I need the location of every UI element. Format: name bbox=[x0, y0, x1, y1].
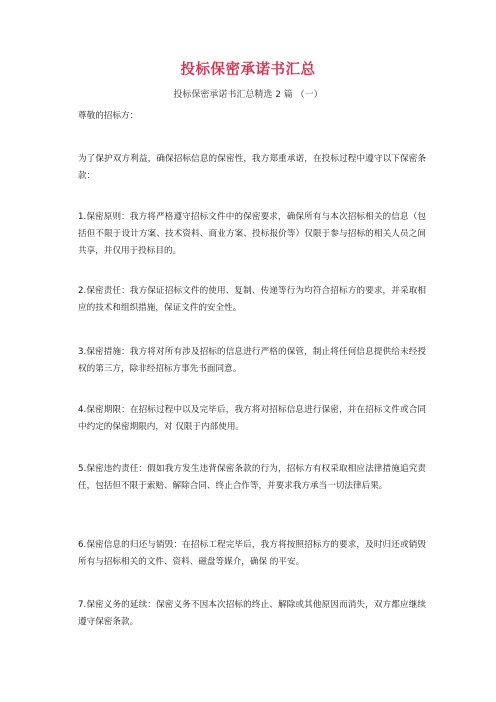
intro-paragraph: 为了保护双方利益，确保招标信息的保密性，我方郑重承诺，在投标过程中遵守以下保密条款： bbox=[78, 154, 426, 181]
clause-5: 5.保密违约责任：假如我方发生违背保密条款的行为，招标方有权采取相应法律措施追究责任，包括但不限于索赔、解除合同、终止合作等，并要求我方承当一切法律后果。 bbox=[78, 464, 426, 491]
clause-7: 7.保密义务的延续：保密义务不因本次招标的终止、解除或其他原因而消失，双方都应继续遵守保密条款。 bbox=[78, 600, 426, 627]
clause-4: 4.保密期限：在招标过程中以及完毕后，我方将对招标信息进行保密，并在招标文件或合同中约定的保密期限内，对 仅限于内部使用。 bbox=[78, 405, 426, 432]
clause-3: 3.保密措施：我方将对所有涉及招标的信息进行严格的保管，制止将任何信息提供给未经授权的第三方，除非经招标方事先书面同意。 bbox=[78, 347, 426, 374]
document-title: 投标保密承诺书汇总 bbox=[180, 62, 316, 78]
clause-2: 2.保密责任：我方保证招标文件的使用、复制、传递等行为均符合招标方的要求，并采取相应的技术和组织措施，保证文件的安全性。 bbox=[78, 286, 426, 313]
salutation: 尊敬的招标方： bbox=[78, 111, 139, 121]
document-subtitle: 投标保密承诺书汇总精选 2 篇 （一） bbox=[173, 90, 323, 100]
clause-1: 1.保密原则：我方将严格遵守招标文件中的保密要求，确保所有与本次招标相关的信息（包括但不限于设计方案、技术资料、商业方案、投标报价等）仅限于参与招标的相关人员之间共享，并仅用于投标目的。 bbox=[78, 212, 426, 256]
clause-6: 6.保密信息的归还与销毁：在招标工程完毕后，我方将按照招标方的要求，及时归还或销毁所有与招标相关的文件、资料、磁盘等媒介，确保 的平安。 bbox=[78, 540, 426, 567]
